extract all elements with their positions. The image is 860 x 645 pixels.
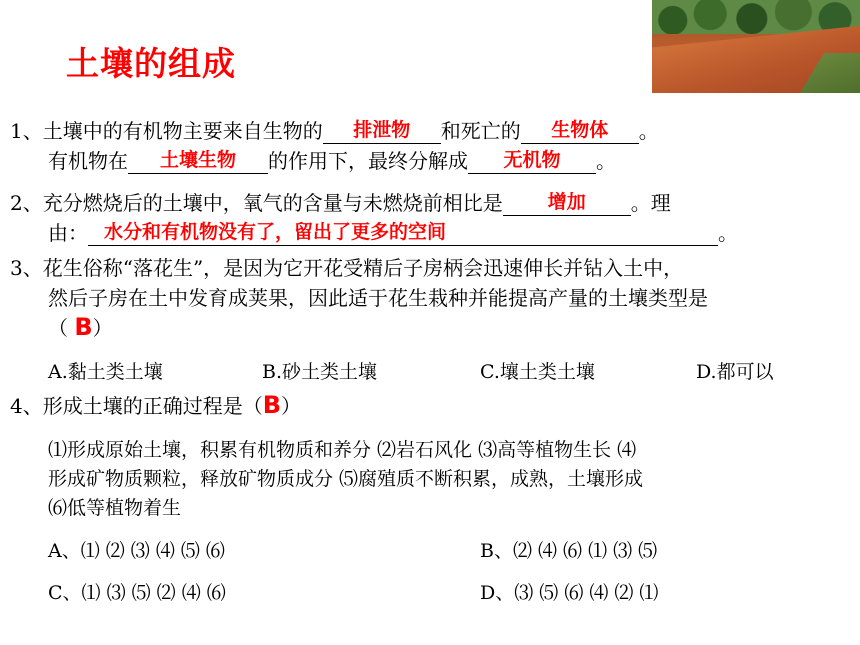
- q3-option-d: D.都可以: [696, 361, 774, 383]
- q4-stem-close: ）: [281, 394, 302, 418]
- q2-line2-prefix: 由：: [48, 221, 88, 245]
- q3-option-c: C.壤土类土壤: [480, 361, 595, 383]
- q3-line1: 3、花生俗称“落花生”，是因为它开花受精后子房柄会迅速伸长并钻入土中，: [10, 256, 684, 280]
- q3-answer-line: [48, 314, 113, 341]
- q3-option-b: B.砂土类土壤: [262, 361, 378, 383]
- q4-stem-text: 4、形成土壤的正确过程是（: [10, 394, 263, 418]
- q4-steps-line2: 形成矿物质颗粒，释放矿物质成分 ⑸腐殖质不断积累，成熟，土壤形成: [48, 468, 644, 490]
- q4-answer: B: [262, 391, 282, 419]
- q2-end1: 。理: [630, 191, 671, 215]
- q4-steps-line1: ⑴形成原始土壤，积累有机物质和养分 ⑵岩石风化 ⑶高等植物生长 ⑷: [48, 439, 637, 461]
- q3-paren-open: （: [48, 316, 68, 340]
- q1-answer-1: 排泄物: [353, 119, 411, 141]
- q1-line2-prefix: 有机物在: [48, 149, 128, 173]
- q2-answer-2: 水分和有机物没有了，留出了更多的空间: [104, 221, 447, 243]
- q4-option-d: D、⑶ ⑸ ⑹ ⑷ ⑵ ⑴: [480, 582, 659, 604]
- q1-mid1: 和死亡的: [440, 119, 521, 143]
- q2-blank-2: [88, 223, 718, 246]
- q4-option-c: C、⑴ ⑶ ⑸ ⑵ ⑷ ⑹: [48, 582, 226, 604]
- q1-line2: [48, 148, 616, 174]
- q1-line1: [10, 118, 659, 144]
- q3-option-a: A.黏土类土壤: [48, 361, 163, 383]
- q4-option-b: B、⑵ ⑷ ⑹ ⑴ ⑶ ⑸: [480, 540, 658, 562]
- q1-end2: 。: [596, 149, 616, 173]
- q1-end1: 。: [638, 119, 659, 143]
- q3-paren-close: ）: [92, 316, 113, 340]
- q2-prefix: 2、充分燃烧后的土壤中，氧气的含量与未燃烧前相比是: [10, 191, 503, 215]
- q2-line2: [48, 220, 738, 246]
- q4-steps-line3: ⑹低等植物着生: [48, 497, 182, 519]
- q1-mid2: 的作用下，最终分解成: [268, 149, 468, 173]
- q2-line1: [10, 190, 671, 216]
- q1-answer-2: 生物体: [551, 119, 609, 141]
- q1-answer-3: 土壤生物: [159, 149, 236, 171]
- page-title: 土壤的组成: [66, 44, 236, 83]
- q4-option-a: A、⑴ ⑵ ⑶ ⑷ ⑸ ⑹: [48, 540, 225, 562]
- q2-answer-1: 增加: [547, 191, 586, 213]
- q1-blank-2: [521, 121, 639, 144]
- q3-line2: 然后子房在土中发育成荚果，因此适于花生栽种并能提高产量的土壤类型是: [48, 286, 708, 310]
- q4-stem: [10, 392, 301, 419]
- soil-landscape-photo: [652, 0, 860, 93]
- q1-blank-3: [128, 151, 268, 174]
- q3-answer: B: [74, 313, 93, 341]
- q1-blank-1: [323, 121, 441, 144]
- q2-blank-1: [503, 193, 631, 216]
- q1-prefix: 1、土壤中的有机物主要来自生物的: [10, 119, 323, 143]
- q2-end2: 。: [718, 221, 738, 245]
- q1-blank-4: [468, 151, 596, 174]
- q1-answer-4: 无机物: [503, 149, 561, 171]
